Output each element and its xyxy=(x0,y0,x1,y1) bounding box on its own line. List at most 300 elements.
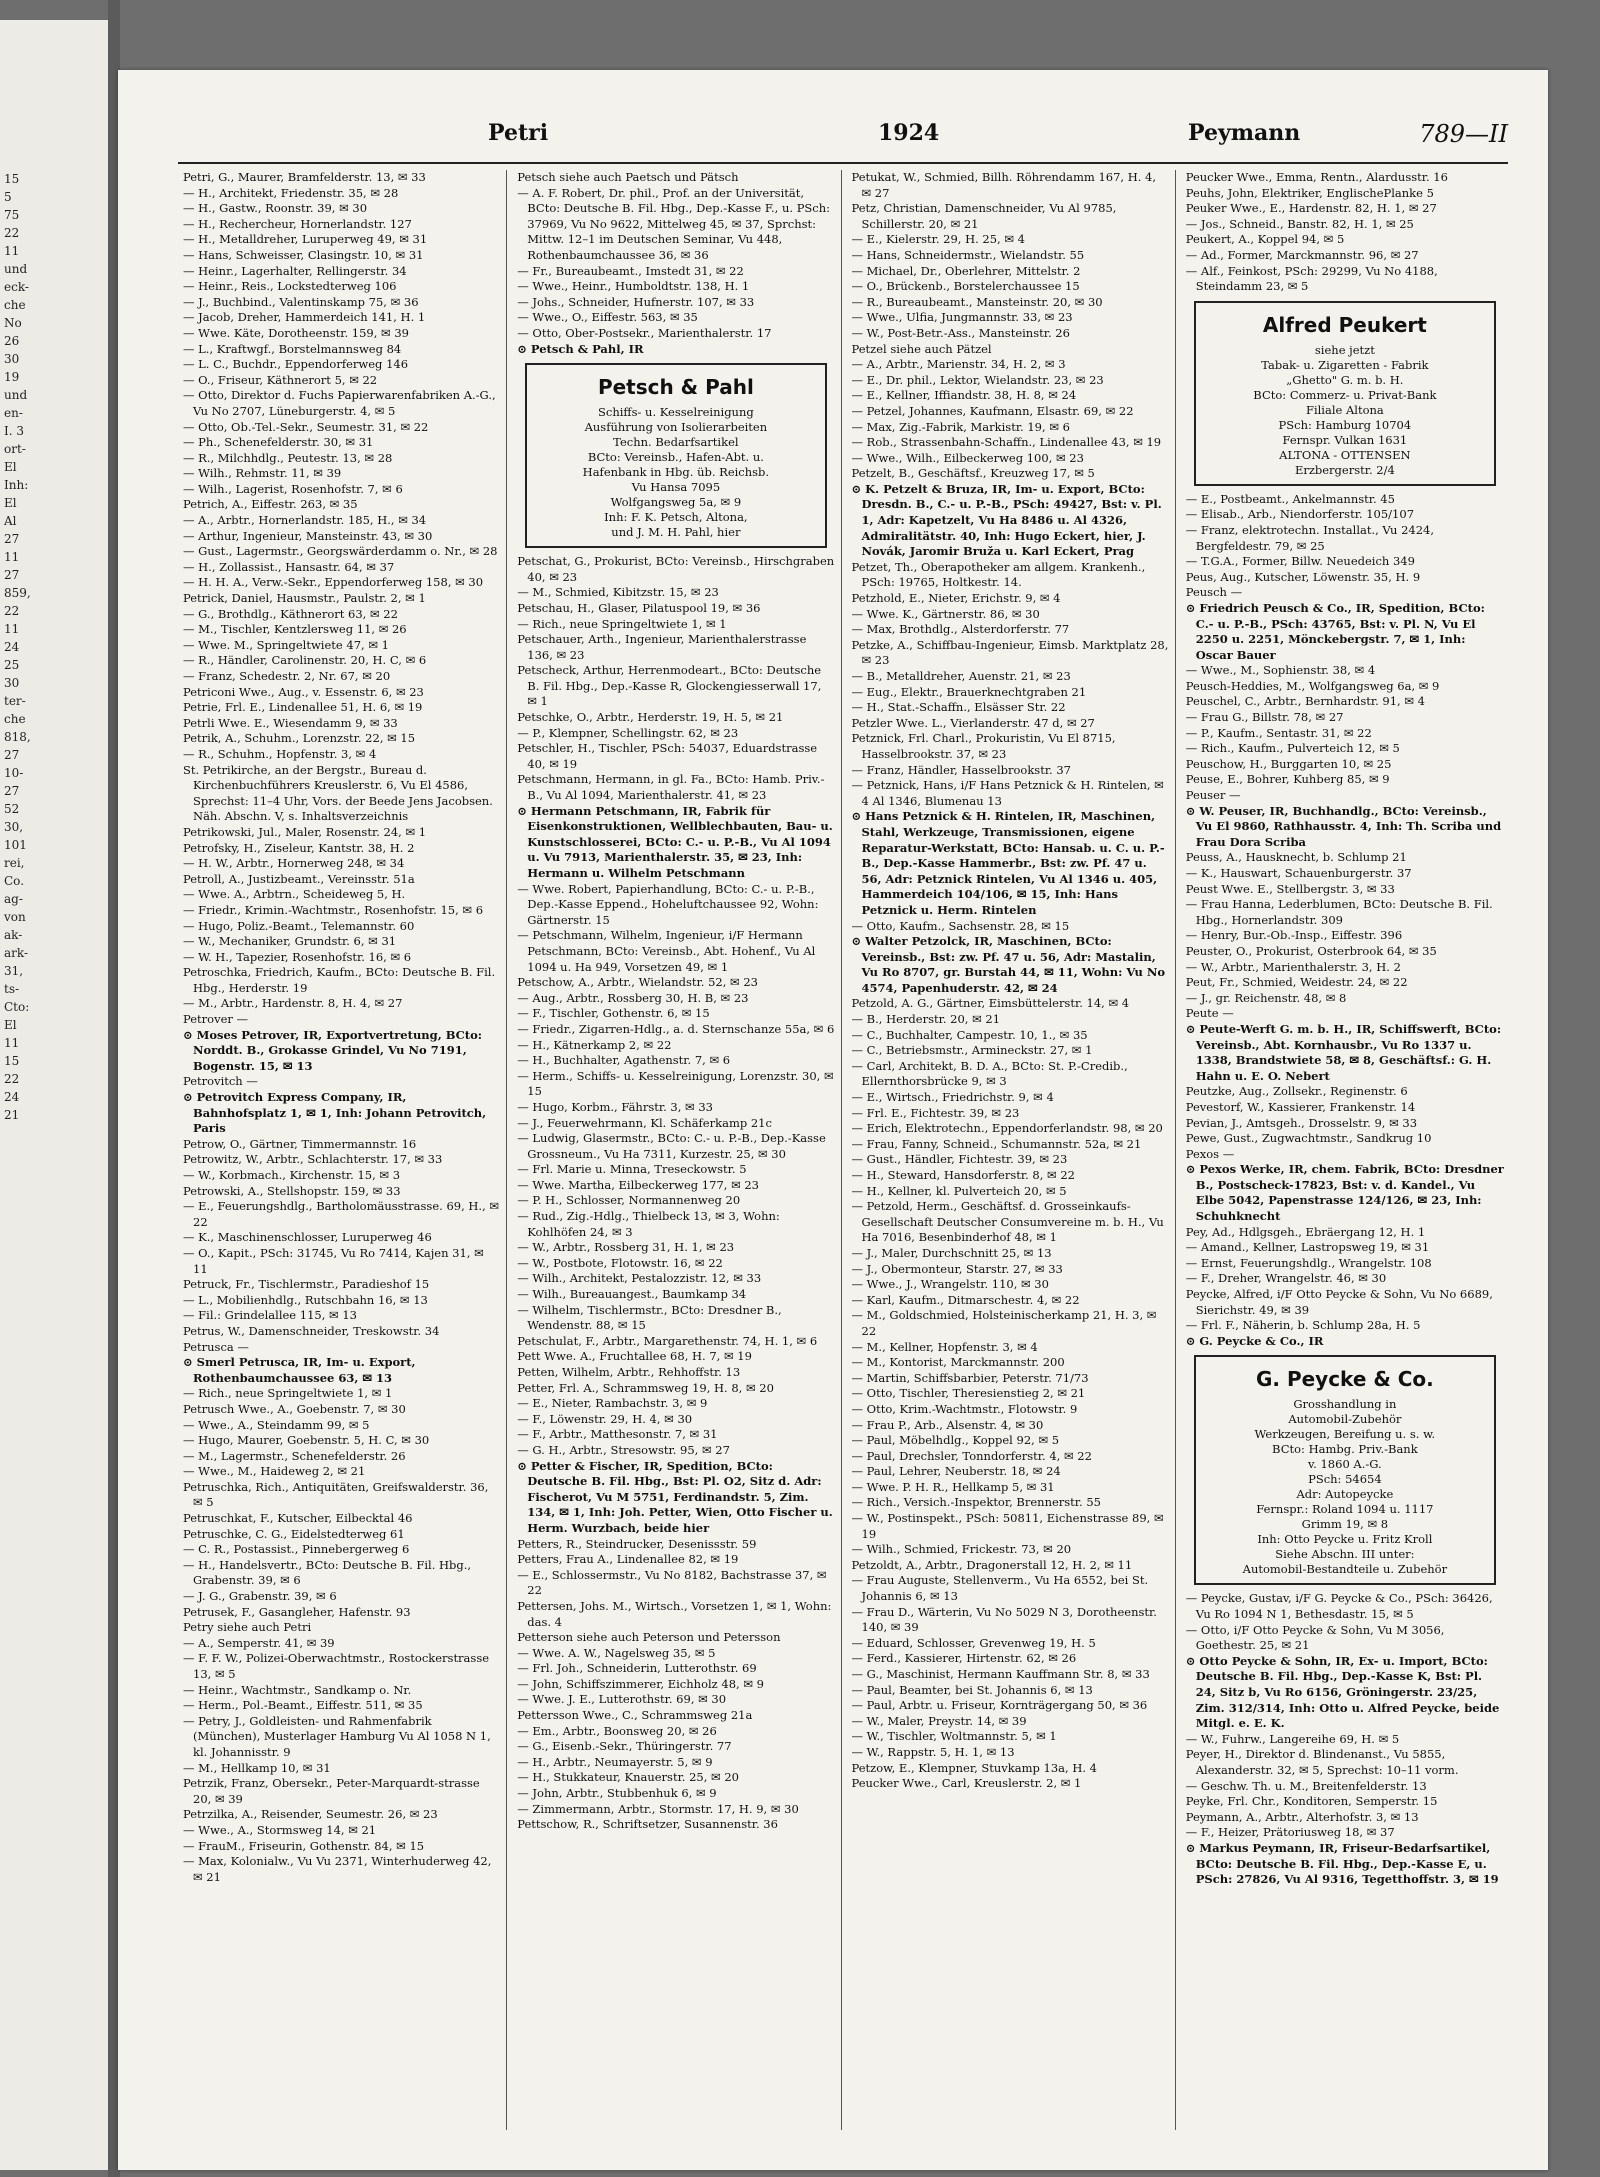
directory-entry: Peuschow, H., Burggarten 10, ✉ 25 xyxy=(1185,756,1392,771)
directory-entry: — Heinr., Wachtmstr., Sandkamp o. Nr. xyxy=(183,1682,412,1697)
header-right-keyword: Peymann xyxy=(1188,120,1301,146)
directory-entry: Pettersson Wwe., C., Schrammsweg 21a xyxy=(517,1708,753,1723)
header-year: 1924 xyxy=(878,120,940,146)
directory-entry: Peucker Wwe., Carl, Kreuslerstr. 2, ✉ 1 xyxy=(851,1776,1082,1791)
directory-entry: — Wwe., O., Eiffestr. 563, ✉ 35 xyxy=(517,310,698,325)
advertisement-line: „Ghetto" G. m. b. H. xyxy=(1286,372,1404,387)
directory-entry: — Amand., Kellner, Lastropsweg 19, ✉ 31 xyxy=(1185,1240,1430,1255)
advertisement-line: Tabak- u. Zigaretten - Fabrik xyxy=(1261,357,1429,372)
directory-entry: — M., Kellner, Hopfenstr. 3, ✉ 4 xyxy=(851,1339,1038,1354)
directory-entry: — E., Feuerungshdlg., Bartholomäusstrasse. 69, H., ✉ 22 xyxy=(183,1199,500,1229)
advertisement-line: Grosshandlung in xyxy=(1293,1397,1397,1412)
directory-entry: Petters, R., Steindrucker, Desenissstr. 59 xyxy=(517,1536,757,1551)
directory-entry: Petschulat, F., Arbtr., Margarethenstr. 74, H. 1, ✉ 6 xyxy=(517,1333,818,1348)
directory-entry: — E., Kielerstr. 29, H. 25, ✉ 4 xyxy=(851,232,1025,247)
directory-entry: Petrowski, A., Stellshopstr. 159, ✉ 33 xyxy=(183,1183,401,1198)
advertisement-line: Vu Hansa 7095 xyxy=(631,480,721,495)
directory-entry: Petriconi Wwe., Aug., v. Essenstr. 6, ✉ 23 xyxy=(183,684,424,699)
directory-entry: — Otto, Ob.-Tel.-Sekr., Seumestr. 31, ✉ 22 xyxy=(183,419,429,434)
directory-entry: Petrowitz, W., Arbtr., Schlachterstr. 17, ✉ 33 xyxy=(183,1152,443,1167)
directory-entry: — H., Architekt, Friedenstr. 35, ✉ 28 xyxy=(183,185,399,200)
directory-entry: — F. F. W., Polizei-Oberwachtmstr., Rostockerstrasse 13, ✉ 5 xyxy=(183,1651,490,1681)
directory-entry: Peycke, Alfred, i/F Otto Peycke & Sohn, Vu No 6689, Sierichstr. 49, ✉ 39 xyxy=(1185,1287,1493,1317)
directory-entry: — Wwe. P. H. R., Hellkamp 5, ✉ 31 xyxy=(851,1479,1055,1494)
directory-entry: — Wwe. M., Springeltwiete 47, ✉ 1 xyxy=(183,637,389,652)
header-rule xyxy=(178,162,1508,164)
directory-entry: Petruck, Fr., Tischlermstr., Paradieshof 15 xyxy=(183,1277,430,1292)
directory-entry: ⊙ Petrovitch Express Company, IR, Bahnhofsplatz 1, ✉ 1, Inh: Johann Petrovitch, Paris xyxy=(183,1090,487,1136)
directory-entry: Petschler, H., Tischler, PSch: 54037, Eduardstrasse 40, ✉ 19 xyxy=(517,741,818,771)
directory-entry: — H., Handelsvertr., BCto: Deutsche B. Fil. Hbg., Grabenstr. 39, ✉ 6 xyxy=(183,1557,472,1588)
column-4 xyxy=(1186,170,1510,2130)
directory-entry: — L., Mobilienhdlg., Rutschbahn 16, ✉ 13 xyxy=(183,1292,428,1307)
directory-entry: Peut, Fr., Schmied, Weidestr. 24, ✉ 22 xyxy=(1185,975,1408,990)
directory-entry: — Friedr., Zigarren-Hdlg., a. d. Sternschanze 55a, ✉ 6 xyxy=(517,1021,835,1036)
directory-entry: — Fil.: Grindelallee 115, ✉ 13 xyxy=(183,1308,357,1323)
directory-entry: Peuser — xyxy=(1185,788,1241,803)
directory-entry: Peuss, A., Hausknecht, b. Schlump 21 xyxy=(1185,850,1407,865)
directory-entry: Peuschel, C., Arbtr., Bernhardstr. 91, ✉ 4 xyxy=(1185,694,1425,709)
directory-entry: — Herm., Pol.-Beamt., Eiffestr. 511, ✉ 35 xyxy=(183,1698,423,1713)
advertisement-line: BCto: Commerz- u. Privat-Bank xyxy=(1253,387,1437,402)
directory-entry: Petrik, A., Schuhm., Lorenzstr. 22, ✉ 15 xyxy=(183,731,416,746)
directory-entry: — Geschw. Th. u. M., Breitenfelderstr. 13 xyxy=(1185,1778,1427,1793)
directory-entry: Peusch-Heddies, M., Wolfgangsweg 6a, ✉ 9 xyxy=(1185,678,1440,693)
directory-entry: — Wwe. Robert, Papierhandlung, BCto: C.- u. P.-B., Dep.-Kasse Eppend., Hoheluftchaussee 92, Wohn: Gärtnerstr. 15 xyxy=(517,881,819,927)
advertisement-line: siehe jetzt xyxy=(1314,342,1375,357)
directory-entry: — F., Arbtr., Matthesonstr. 7, ✉ 31 xyxy=(517,1427,718,1442)
directory-entry: ⊙ Smerl Petrusca, IR, Im- u. Export, Rothenbaumchaussee 63, ✉ 13 xyxy=(183,1355,416,1385)
directory-entry: — Frau Hanna, Lederblumen, BCto: Deutsche B. Fil. Hbg., Hornerlandstr. 309 xyxy=(1185,897,1493,927)
directory-entry: — Petzel, Johannes, Kaufmann, Elsastr. 69, ✉ 22 xyxy=(851,403,1134,418)
directory-entry: Peusch — xyxy=(1185,585,1243,600)
directory-entry: — Frau P., Arb., Alsenstr. 4, ✉ 30 xyxy=(851,1417,1044,1432)
directory-entry: — Wwe. A. W., Nagelsweg 35, ✉ 5 xyxy=(517,1645,716,1660)
page-number: 789—II xyxy=(1419,120,1508,148)
directory-entry: — Wwe., J., Wrangelstr. 110, ✉ 30 xyxy=(851,1277,1049,1292)
directory-entry: Petruschkat, F., Kutscher, Eilbecktal 46 xyxy=(183,1511,413,1526)
directory-entry: — Frau D., Wärterin, Vu No 5029 N 3, Dorotheenstr. 140, ✉ 39 xyxy=(851,1604,1157,1635)
directory-entry: — Otto, Krim.-Wachtmstr., Flotowstr. 9 xyxy=(851,1401,1078,1416)
directory-entry: — R., Bureaubeamt., Mansteinstr. 20, ✉ 30 xyxy=(851,294,1103,309)
directory-entry: — M., Arbtr., Hardenstr. 8, H. 4, ✉ 27 xyxy=(183,996,403,1011)
directory-entry: — J., Maler, Durchschnitt 25, ✉ 13 xyxy=(851,1245,1052,1260)
directory-entry: Peymann, A., Arbtr., Alterhofstr. 3, ✉ 13 xyxy=(1185,1809,1419,1824)
directory-entry: Peute — xyxy=(1185,1006,1234,1021)
directory-entry: — Wwe., Ulfia, Jungmannstr. 33, ✉ 23 xyxy=(851,310,1073,325)
directory-entry: — Frl. Joh., Schneiderin, Lutterothstr. 69 xyxy=(517,1661,757,1676)
directory-entry: — Friedr., Krimin.-Wachtmstr., Rosenhofstr. 15, ✉ 6 xyxy=(183,902,484,917)
directory-entry: — H., Metalldreher, Luruperweg 49, ✉ 31 xyxy=(183,232,428,247)
directory-entry: Petschau, H., Glaser, Pilatuspool 19, ✉ 36 xyxy=(517,600,761,615)
advertisement-line: Techn. Bedarfsartikel xyxy=(613,435,739,450)
directory-entry: — H. H. A., Verw.-Sekr., Eppendorferweg 158, ✉ 30 xyxy=(183,575,484,590)
directory-entry: Petten, Wilhelm, Arbtr., Rehhoffstr. 13 xyxy=(517,1365,741,1379)
directory-entry: Peukert, A., Koppel 94, ✉ 5 xyxy=(1185,232,1345,247)
directory-entry: — J. G., Grabenstr. 39, ✉ 6 xyxy=(183,1589,337,1604)
directory-entry: Petscheck, Arthur, Herrenmodeart., BCto: Deutsche B. Fil. Hbg., Dep.-Kasse R, Glockengiesserwall 17, ✉ 1 xyxy=(517,663,822,709)
directory-entry: — J., Buchbind., Valentinskamp 75, ✉ 36 xyxy=(183,294,419,309)
page-header xyxy=(188,120,1508,160)
directory-entry: Petruschka, Rich., Antiquitäten, Greifswalderstr. 36, ✉ 5 xyxy=(183,1479,489,1510)
directory-entry: — F., Dreher, Wrangelstr. 46, ✉ 30 xyxy=(1185,1271,1387,1286)
directory-entry: — W., Postinspekt., PSch: 50811, Eichenstrasse 89, ✉ 19 xyxy=(851,1511,1164,1541)
advertisement-line: PSch: 54654 xyxy=(1308,1472,1382,1487)
directory-entry: — G. H., Arbtr., Stresowstr. 95, ✉ 27 xyxy=(517,1442,730,1457)
directory-entry: — W., Postbote, Flotowstr. 16, ✉ 22 xyxy=(517,1255,723,1270)
directory-entry: — M., Hellkamp 10, ✉ 31 xyxy=(183,1760,331,1775)
directory-entry: — Rich., Kaufm., Pulverteich 12, ✉ 5 xyxy=(1185,741,1400,756)
previous-page-fragments: 15 5 75 22 11 und eck- che No 26 30 19 und en- I. 3 ort- El Inh: El Al 27 11 27 859, 22 11 24 25 30 ter- che 818, 27 10- 27 52 30, 101 rei, Co. ag- von ak- ark- 31, ts- Cto: El 11 15 22 24 21 xyxy=(4,172,31,1122)
directory-entry: — Hugo, Korbm., Fährstr. 3, ✉ 33 xyxy=(517,1099,713,1114)
directory-entry: — L. C., Buchdr., Eppendorferweg 146 xyxy=(183,357,409,372)
advertisement-line: Schiffs- u. Kesselreinigung xyxy=(598,405,754,420)
directory-entry: Pey, Ad., Hdlgsgeh., Ebräergang 12, H. 1 xyxy=(1185,1224,1426,1239)
directory-entry: — Petry, J., Goldleisten- und Rahmenfabrik (München), Musterlager Hamburg Vu Al 1058 N 1, kl. Johannisstr. 9 xyxy=(183,1713,491,1759)
advertisement-box xyxy=(1194,301,1496,486)
directory-entry: Petzet, Th., Oberapotheker am allgem. Krankenh., PSch: 19765, Holtkestr. 14. xyxy=(851,559,1146,590)
directory-entry: Peuse, E., Bohrer, Kuhberg 85, ✉ 9 xyxy=(1185,772,1390,787)
advertisement-line: Werkzeugen, Bereifung u. s. w. xyxy=(1254,1427,1436,1442)
directory-entry: — Paul, Möbelhdlg., Koppel 92, ✉ 5 xyxy=(851,1433,1060,1448)
directory-entry: — C., Buchhalter, Campestr. 10, 1., ✉ 35 xyxy=(851,1027,1088,1042)
directory-entry: — E., Nieter, Rambachstr. 3, ✉ 9 xyxy=(517,1396,708,1411)
directory-entry: ⊙ Friedrich Peusch & Co., IR, Spedition, BCto: C.- u. P.-B., PSch: 43765, Bst: v. Pl. N, Vu El 2250 u. 2251, Mönckebergstr. 7, ✉ 1, Inh: Oscar Bauer xyxy=(1185,600,1485,662)
advertisement-title: G. Peycke & Co. xyxy=(1255,1367,1434,1392)
directory-entry: Petrofsky, H., Ziseleur, Kantstr. 38, H. 2 xyxy=(183,840,415,855)
directory-entry: — H., Stat.-Schaffn., Elsässer Str. 22 xyxy=(851,700,1066,715)
directory-entry: — W., Post-Betr.-Ass., Mansteinstr. 26 xyxy=(851,325,1070,340)
directory-entry: Petzel siehe auch Pätzel xyxy=(851,341,992,356)
directory-entry: — Petznick, Hans, i/F Hans Petznick & H. Rintelen, ✉ 4 Al 1346, Blumenau 13 xyxy=(851,778,1164,808)
directory-entry: ⊙ Walter Petzolck, IR, Maschinen, BCto: Vereinsb., Bst: zw. Pf. 47 u. 56, Adr: Mastalin, Vu Ro 8707, gr. Burstah 44, ✉ 11, Wohn: Vu No 4574, Papenhuderstr. 42, ✉ 24 xyxy=(851,934,1166,995)
directory-entry: Petrusek, F., Gasangleher, Hafenstr. 93 xyxy=(183,1604,411,1619)
directory-entry: — H., Kellner, kl. Pulverteich 20, ✉ 5 xyxy=(851,1183,1067,1198)
directory-entry: Peuhs, John, Elektriker, EnglischePlanke 5 xyxy=(1185,185,1434,200)
directory-entry: — F., Tischler, Gothenstr. 6, ✉ 15 xyxy=(517,1006,710,1021)
directory-entry: — W., Korbmach., Kirchenstr. 15, ✉ 3 xyxy=(183,1168,401,1182)
directory-entry: Petrusch Wwe., A., Goebenstr. 7, ✉ 30 xyxy=(183,1401,406,1416)
directory-entry: — Rich., neue Springeltwiete 1, ✉ 1 xyxy=(517,616,727,631)
column-1 xyxy=(183,170,507,2130)
advertisement-box xyxy=(1194,1355,1496,1585)
directory-entry: — John, Arbtr., Stubbenhuk 6, ✉ 9 xyxy=(517,1786,717,1801)
advertisement-box xyxy=(525,363,826,548)
directory-entry: — C., Betriebsmstr., Armineckstr. 27, ✉ 1 xyxy=(851,1043,1093,1058)
directory-entry: — M., Lagermstr., Schenefelderstr. 26 xyxy=(183,1448,406,1463)
directory-entry: — K., Maschinenschlosser, Luruperweg 46 xyxy=(183,1230,432,1245)
directory-entry: — H., Zollassist., Hansastr. 64, ✉ 37 xyxy=(183,559,395,574)
directory-entry: — A., Semperstr. 41, ✉ 39 xyxy=(183,1635,335,1650)
directory-entry: — Wilh., Schmied, Frickestr. 73, ✉ 20 xyxy=(851,1542,1072,1557)
directory-entry: ⊙ Petter & Fischer, IR, Spedition, BCto: Deutsche B. Fil. Hbg., Bst: Pl. O2, Sitz d. Adr: Fischerot, Vu M 5751, Ferdinandstr. 5, Zim. 134, ✉ 1, Inh: Joh. Petter, Wien, Otto Fischer u. Herm. Wurzbach, beide hier xyxy=(517,1458,833,1535)
advertisement-line: Inh: F. K. Petsch, Altona, xyxy=(604,510,748,525)
header-left-keyword: Petri xyxy=(488,120,549,146)
directory-entry: — L., Kraftwgf., Borstelmannsweg 84 xyxy=(183,341,402,356)
directory-entry: — Frau Auguste, Stellenverm., Vu Ha 6552, bei St. Johannis 6, ✉ 13 xyxy=(851,1573,1149,1604)
directory-entry: Pevian, J., Amtsgeh., Drosselstr. 9, ✉ 33 xyxy=(1185,1115,1418,1130)
directory-entry: Petrus, W., Damenschneider, Treskowstr. 34 xyxy=(183,1323,440,1338)
directory-entry: — Frau G., Billstr. 78, ✉ 27 xyxy=(1185,710,1344,725)
directory-entry: Petschauer, Arth., Ingenieur, Marienthalerstrasse 136, ✉ 23 xyxy=(517,632,807,662)
advertisement-line: Automobil-Zubehör xyxy=(1288,1412,1402,1427)
directory-entry: Petrie, Frl. E., Lindenallee 51, H. 6, ✉ 19 xyxy=(183,700,423,715)
directory-entry: Petrovitch — xyxy=(183,1074,258,1089)
directory-entry: — B., Metalldreher, Auenstr. 21, ✉ 23 xyxy=(851,669,1071,683)
directory-entry: Pexos — xyxy=(1185,1146,1235,1161)
advertisement-line: Erzbergerstr. 2/4 xyxy=(1294,462,1395,477)
advertisement-line: PSch: Hamburg 10704 xyxy=(1278,417,1412,432)
directory-entry: — E., Wirtsch., Friedrichstr. 9, ✉ 4 xyxy=(851,1090,1054,1105)
directory-entry: Petrover — xyxy=(183,1012,249,1027)
directory-entry: — A., Arbtr., Hornerlandstr. 185, H., ✉ 34 xyxy=(183,513,427,528)
advertisement-line: Fernspr. Vulkan 1631 xyxy=(1282,432,1408,447)
directory-entry: — Eduard, Schlosser, Grevenweg 19, H. 5 xyxy=(851,1635,1096,1650)
directory-entry: — Karl, Kaufm., Ditmarschestr. 4, ✉ 22 xyxy=(851,1292,1080,1307)
directory-entry: — Fr., Bureaubeamt., Imstedt 31, ✉ 22 xyxy=(517,263,744,278)
directory-entry: — J., gr. Reichenstr. 48, ✉ 8 xyxy=(1185,990,1347,1005)
directory-entry: Petrzilka, A., Reisender, Seumestr. 26, ✉ 23 xyxy=(183,1807,438,1822)
directory-entry: — Max, Kolonialw., Vu Vu 2371, Winterhuderweg 42, ✉ 21 xyxy=(183,1854,492,1884)
directory-entry: ⊙ Peute-Werft G. m. b. H., IR, Schiffswerft, BCto: Vereinsb., Abt. Kornhausbr., Vu Ro 1337 u. 1338, Brandstwiete 58, ✉ 8, Geschäftsf.: G. H. Hahn u. E. O. Nebert xyxy=(1185,1021,1502,1083)
directory-entry: Petrich, A., Eiffestr. 263, ✉ 35 xyxy=(183,497,358,512)
directory-entry: Petzoldt, A., Arbtr., Dragonerstall 12, H. 2, ✉ 11 xyxy=(851,1557,1133,1572)
directory-entry: — Aug., Arbtr., Rossberg 30, H. B, ✉ 23 xyxy=(517,990,749,1005)
directory-entry: — R., Händler, Carolinenstr. 20, H. C, ✉ 6 xyxy=(183,653,427,668)
directory-entry: Petrick, Daniel, Hausmstr., Paulstr. 2, ✉ 1 xyxy=(183,591,426,606)
advertisement-line: Inh: Otto Peycke u. Fritz Kroll xyxy=(1257,1532,1433,1547)
directory-entry: — Wilhelm, Tischlermstr., BCto: Dresdner B., Wendenstr. 88, ✉ 15 xyxy=(517,1302,782,1333)
directory-entry: — Wwe. J. E., Lutterothstr. 69, ✉ 30 xyxy=(517,1692,727,1707)
advertisement-line: Ausführung von Isolierarbeiten xyxy=(584,420,768,435)
directory-entry: — FrauM., Friseurin, Gothenstr. 84, ✉ 15 xyxy=(183,1838,425,1853)
directory-entry: Petruschke, C. G., Eidelstedterweg 61 xyxy=(183,1526,405,1541)
directory-entry: Petter, Frl. A., Schrammsweg 19, H. 8, ✉ 20 xyxy=(517,1380,774,1395)
advertisement-line: Grimm 19, ✉ 8 xyxy=(1301,1517,1389,1532)
directory-entry: Petzold, A. G., Gärtner, Eimsbüttelerstr. 14, ✉ 4 xyxy=(851,996,1130,1011)
directory-entry: — H., Rechercheur, Hornerlandstr. 127 xyxy=(183,216,412,231)
directory-entry: ⊙ W. Peuser, IR, Buchhandlg., BCto: Vereinsb., Vu El 9860, Rathhausstr. 4, Inh: Th. Scriba und Frau Dora Scriba xyxy=(1185,803,1502,849)
directory-entry: — Franz, Händler, Hasselbrookstr. 37 xyxy=(851,762,1071,777)
directory-entry: — Hugo, Poliz.-Beamt., Telemannstr. 60 xyxy=(183,918,415,933)
advertisement-line: Hafenbank in Hbg. üb. Reichsb. xyxy=(582,465,770,480)
directory-entry: — Elisab., Arb., Niendorferstr. 105/107 xyxy=(1185,507,1415,522)
advertisement-line: BCto: Hambg. Priv.-Bank xyxy=(1272,1442,1418,1457)
directory-entry: — Ph., Schenefelderstr. 30, ✉ 31 xyxy=(183,435,374,450)
directory-entry: Peyer, H., Direktor d. Blindenanst., Vu 5855, Alexanderstr. 32, ✉ 5, Sprechst: 10–11 vorm. xyxy=(1185,1747,1459,1777)
directory-entry: Peyke, Frl. Chr., Konditoren, Semperstr. 15 xyxy=(1185,1794,1438,1809)
directory-entry: — Rich., neue Springeltwiete 1, ✉ 1 xyxy=(183,1386,393,1401)
directory-entry: Petznick, Frl. Charl., Prokuristin, Vu El 8715, Hasselbrookstr. 37, ✉ 23 xyxy=(851,731,1116,761)
directory-entry: Peus, Aug., Kutscher, Löwenstr. 35, H. 9 xyxy=(1185,569,1421,584)
directory-entry: — Wwe., A., Steindamm 99, ✉ 5 xyxy=(183,1417,370,1432)
directory-entry: Peuster, O., Prokurist, Osterbrook 64, ✉ 35 xyxy=(1185,943,1437,958)
directory-entry: — Wwe., Heinr., Humboldtstr. 138, H. 1 xyxy=(517,279,750,294)
directory-entry: — Heinr., Lagerhalter, Rellingerstr. 34 xyxy=(183,263,407,278)
directory-page xyxy=(118,70,1548,2170)
directory-entry: — Ferd., Kassierer, Hirtenstr. 62, ✉ 26 xyxy=(851,1651,1077,1666)
directory-entry: Petschow, A., Arbtr., Wielandstr. 52, ✉ 23 xyxy=(517,975,758,990)
directory-entry: — Franz, Schedestr. 2, Nr. 67, ✉ 20 xyxy=(183,669,391,683)
directory-entry: Petsch siehe auch Paetsch und Pätsch xyxy=(517,170,739,184)
directory-entry: — W., Arbtr., Rossberg 31, H. 1, ✉ 23 xyxy=(517,1240,735,1255)
directory-entry: — W., Fuhrw., Langereihe 69, H. ✉ 5 xyxy=(1185,1731,1400,1746)
directory-entry: — Erich, Elektrotechn., Eppendorferlandstr. 98, ✉ 20 xyxy=(851,1121,1163,1136)
directory-entry: — H. W., Arbtr., Hornerweg 248, ✉ 34 xyxy=(183,856,405,871)
directory-entry: — Heinr., Reis., Lockstedterweg 106 xyxy=(183,279,397,294)
directory-entry: Petrusca — xyxy=(183,1339,249,1354)
directory-entry: — Otto, Ober-Postsekr., Marienthalerstr. 17 xyxy=(517,325,772,340)
directory-entry: — Wilh., Lagerist, Rosenhofstr. 7, ✉ 6 xyxy=(183,481,403,496)
directory-entry: Peucker Wwe., Emma, Rentn., Alardusstr. 16 xyxy=(1185,170,1448,184)
directory-entry: Pettersen, Johs. M., Wirtsch., Vorsetzen 1, ✉ 1, Wohn: das. 4 xyxy=(517,1598,832,1629)
directory-entry: Petz, Christian, Damenschneider, Vu Al 9785, Schillerstr. 20, ✉ 21 xyxy=(851,201,1117,231)
directory-entry: — Hans, Schneidermstr., Wielandstr. 55 xyxy=(851,247,1085,262)
directory-entry: — Paul, Beamter, bei St. Johannis 6, ✉ 13 xyxy=(851,1682,1093,1697)
directory-entry: — Otto, Direktor d. Fuchs Papierwarenfabriken A.-G., Vu No 2707, Lüneburgerstr. 4, ✉ 5 xyxy=(183,388,496,418)
directory-entry: Petrikowski, Jul., Maler, Rosenstr. 24, ✉ 1 xyxy=(183,824,427,839)
directory-entry: Petroschka, Friedrich, Kaufm., BCto: Deutsche B. Fil. Hbg., Herderstr. 19 xyxy=(183,965,496,995)
directory-entry: — P., Klempner, Schellingstr. 62, ✉ 23 xyxy=(517,725,739,740)
directory-entry: — H., Gastw., Roonstr. 39, ✉ 30 xyxy=(183,201,368,216)
directory-entry: — W., Rappstr. 5, H. 1, ✉ 13 xyxy=(851,1744,1015,1759)
directory-entry: — M., Kontorist, Marckmannstr. 200 xyxy=(851,1355,1065,1370)
advertisement-title: Petsch & Pahl xyxy=(597,375,754,400)
directory-entry: — Michael, Dr., Oberlehrer, Mittelstr. 2 xyxy=(851,263,1081,278)
directory-entry: — Em., Arbtr., Boonsweg 20, ✉ 26 xyxy=(517,1723,717,1738)
directory-entry: Petrow, O., Gärtner, Timmermannstr. 16 xyxy=(183,1136,417,1151)
directory-entry: ⊙ K. Petzelt & Bruza, IR, Im- u. Export, BCto: Dresdn. B., C.- u. P.-B., PSch: 49427, Bst: v. Pl. 1, Adr: Kapetzelt, Vu Ha 8486 u. Al 4326, Admiralitätstr. 40, Inh: Hugo Eckert, hier, J. Novák, Jaromir Bruža u. Karl Eckert, Prag xyxy=(851,481,1162,559)
directory-entry: — Peycke, Gustav, i/F G. Peycke & Co., PSch: 36426, Vu Ro 1094 N 1, Bethesdastr. 15, ✉ 5 xyxy=(1185,1591,1493,1621)
directory-entry: — Franz, elektrotechn. Installat., Vu 2424, Bergfeldestr. 79, ✉ 25 xyxy=(1185,522,1434,553)
directory-entry: — O., Kapit., PSch: 31745, Vu Ro 7414, Kajen 31, ✉ 11 xyxy=(183,1245,484,1276)
directory-entry: Petschat, G., Prokurist, BCto: Vereinsb., Hirschgraben 40, ✉ 23 xyxy=(517,554,835,584)
directory-entry: — W., Maler, Preystr. 14, ✉ 39 xyxy=(851,1713,1027,1728)
directory-entry: — Paul, Arbtr. u. Friseur, Kornträgergang 50, ✉ 36 xyxy=(851,1698,1148,1713)
directory-entry: — H., Steward, Hansdorferstr. 8, ✉ 22 xyxy=(851,1168,1075,1182)
directory-entry: Petzelt, B., Geschäftsf., Kreuzweg 17, ✉ 5 xyxy=(851,466,1095,481)
directory-entry: — Wwe., A., Stormsweg 14, ✉ 21 xyxy=(183,1822,377,1837)
directory-entry: ⊙ G. Peycke & Co., IR xyxy=(1185,1333,1324,1348)
directory-entry: — Wilh., Architekt, Pestalozzistr. 12, ✉ 33 xyxy=(517,1271,762,1286)
directory-entry: ⊙ Hermann Petschmann, IR, Fabrik für Eisenkonstruktionen, Wellblechbauten, Bau- u. Kunstschlosserei, BCto: C.- u. P.-B., Vu Al 1094 u. Vu 7913, Marienthalerstr. 35, ✉ 23, Inh: Hermann u. Wilhelm Petschmann xyxy=(517,803,833,880)
directory-entry: Petzler Wwe. L., Vierlanderstr. 47 d, ✉ 27 xyxy=(851,715,1095,730)
directory-entry: Peust Wwe. E., Stellbergstr. 3, ✉ 33 xyxy=(1185,881,1395,896)
directory-entry: — Martin, Schiffsbarbier, Peterstr. 71/73 xyxy=(851,1370,1089,1385)
directory-entry: — B., Herderstr. 20, ✉ 21 xyxy=(851,1012,1001,1027)
directory-entry: Petrli Wwe. E., Wiesendamm 9, ✉ 33 xyxy=(183,715,398,730)
advertisement-line: v. 1860 A.-G. xyxy=(1308,1457,1382,1472)
directory-entry: Peuker Wwe., E., Hardenstr. 82, H. 1, ✉ 27 xyxy=(1185,201,1437,216)
directory-entry: — A. F. Robert, Dr. phil., Prof. an der Universität, BCto: Deutsche B. Fil. Hbg., Dep.-Kasse F., u. PSch: 37969, Vu No 9622, Mittelweg 45, ✉ 37, Sprchst: Mittw. 12–1 im Deutschen Seminar, Vu 448, Rothenbaumchaussee 36, ✉ 36 xyxy=(517,185,831,262)
directory-entry: ⊙ Otto Peycke & Sohn, IR, Ex- u. Import, BCto: Deutsche B. Fil. Hbg., Dep.-Kasse K, Bst: Pl. 24, Sitz b, Vu Ro 6156, Gröningerstr. 23/25, Zim. 312/314, Inh: Otto u. Alfred Peycke, beide Mitgl. e. E. K. xyxy=(1185,1653,1500,1731)
directory-entry: — Hans, Schweisser, Clasingstr. 10, ✉ 31 xyxy=(183,247,424,262)
directory-entry: — A., Arbtr., Marienstr. 34, H. 2, ✉ 3 xyxy=(851,357,1066,372)
directory-entry: — Carl, Architekt, B. D. A., BCto: St. P.-Credib., Ellernthorsbrücke 9, ✉ 3 xyxy=(851,1058,1128,1089)
advertisement-line: Filiale Altona xyxy=(1305,402,1384,417)
directory-entry: — C. R., Postassist., Pinnebergerweg 6 xyxy=(183,1542,410,1557)
directory-entry: — G., Maschinist, Hermann Kauffmann Str. 8, ✉ 33 xyxy=(851,1667,1150,1681)
directory-entry: ⊙ Markus Peymann, IR, Friseur-Bedarfsartikel, BCto: Deutsche B. Fil. Hbg., Dep.-Kasse E, u. PSch: 27826, Vu Al 9316, Tegetthoffstr. 3, ✉ 19 xyxy=(1185,1840,1499,1887)
directory-entry: ⊙ Moses Petrover, IR, Exportvertretung, BCto: Norddt. B., Grokasse Grindel, Vu No 7191, Bogenstr. 15, ✉ 13 xyxy=(183,1027,483,1073)
directory-entry: — J., Feuerwehrmann, Kl. Schäferkamp 21c xyxy=(517,1115,772,1130)
directory-entry: Pevestorf, W., Kassierer, Frankenstr. 14 xyxy=(1185,1099,1416,1114)
directory-entry: — Alf., Feinkost, PSch: 29299, Vu No 4188, Steindamm 23, ✉ 5 xyxy=(1185,263,1438,294)
directory-entry: Petterson siehe auch Peterson und Petersson xyxy=(517,1630,781,1645)
directory-entry: — Wwe. A., Arbtrn., Scheideweg 5, H. xyxy=(183,887,406,902)
directory-entry: — E., Postbeamt., Ankelmannstr. 45 xyxy=(1185,491,1395,506)
directory-entry: — W. H., Tapezier, Rosenhofstr. 16, ✉ 6 xyxy=(183,949,412,964)
directory-entry: ⊙ Petsch & Pahl, IR xyxy=(517,341,644,356)
directory-entry: — F., Löwenstr. 29, H. 4, ✉ 30 xyxy=(517,1411,693,1426)
directory-entry: — G., Brothdlg., Käthnerort 63, ✉ 22 xyxy=(183,606,398,621)
directory-entry: Pettschow, R., Schriftsetzer, Susannenstr. 36 xyxy=(517,1817,778,1832)
directory-entry: — Frau, Fanny, Schneid., Schumannstr. 52a, ✉ 21 xyxy=(851,1136,1142,1151)
directory-entry: — Frl. F., Näherin, b. Schlump 28a, H. 5 xyxy=(1185,1318,1421,1333)
directory-entry: — H., Buchhalter, Agathenstr. 7, ✉ 6 xyxy=(517,1053,731,1068)
directory-entry: — E., Kellner, Iffiandstr. 38, H. 8, ✉ 24 xyxy=(851,388,1077,403)
directory-entry: — Rob., Strassenbahn-Schaffn., Lindenallee 43, ✉ 19 xyxy=(851,435,1162,450)
directory-entry: ⊙ Hans Petznick & H. Rintelen, IR, Maschinen, Stahl, Werkzeuge, Transmissionen, eigene Reparatur-Werkstatt, BCto: Hansab. u. C. u. P.-B., Dep.-Kasse Hammerbr., Bst: zw. Pf. 47 u. 56, Adr: Petznick Rintelen, Vu Al 1346 u. 405, Hammerdeich 104/106, ✉ 15, Inh: Hans Petznick u. Herm. Rintelen xyxy=(851,809,1165,917)
directory-entry: — Wwe., M., Haideweg 2, ✉ 21 xyxy=(183,1464,366,1479)
directory-entry: — Paul, Drechsler, Tonndorferstr. 4, ✉ 22 xyxy=(851,1448,1092,1463)
advertisement-line: und J. M. H. Pahl, hier xyxy=(611,525,741,540)
directory-entry: — K., Hauswart, Schauenburgerstr. 37 xyxy=(1185,866,1412,880)
directory-entry: — Jos., Schneid., Banstr. 82, H. 1, ✉ 25 xyxy=(1185,216,1414,231)
directory-entry: Petzow, E., Klempner, Stuvkamp 13a, H. 4 xyxy=(851,1760,1097,1775)
directory-entry: — Otto, Kaufm., Sachsenstr. 28, ✉ 15 xyxy=(851,918,1070,933)
directory-entry: Petukat, W., Schmied, Billh. Röhrendamm 167, H. 4, ✉ 27 xyxy=(851,170,1157,200)
directory-entry: Petry siehe auch Petri xyxy=(183,1620,312,1635)
directory-entry: — Wilh., Rehmstr. 11, ✉ 39 xyxy=(183,466,342,481)
directory-entry: — Frl. Marie u. Minna, Treseckowstr. 5 xyxy=(517,1162,747,1177)
directory-entry: — Herm., Schiffs- u. Kesselreinigung, Lorenzstr. 30, ✉ 15 xyxy=(517,1068,834,1099)
advertisement-line: Siehe Abschn. III unter: xyxy=(1275,1547,1415,1562)
directory-entry: — Paul, Lehrer, Neuberstr. 18, ✉ 24 xyxy=(851,1464,1061,1479)
directory-entry: — Jacob, Dreher, Hammerdeich 141, H. 1 xyxy=(183,310,426,325)
directory-entry: — J., Obermonteur, Starstr. 27, ✉ 33 xyxy=(851,1261,1063,1276)
directory-entry: — G., Eisenb.-Sekr., Thüringerstr. 77 xyxy=(517,1739,732,1754)
directory-entry: — H., Stukkateur, Knauerstr. 25, ✉ 20 xyxy=(517,1770,739,1785)
advertisement-line: BCto: Vereinsb., Hafen-Abt. u. xyxy=(587,450,764,465)
directory-entry: — Wwe. K., Gärtnerstr. 86, ✉ 30 xyxy=(851,606,1040,621)
directory-entry: Pewe, Gust., Zugwachtmstr., Sandkrug 10 xyxy=(1185,1131,1432,1146)
directory-entry: — M., Goldschmied, Holsteinischerkamp 21, H. 3, ✉ 22 xyxy=(851,1308,1157,1338)
directory-entry: — Wwe. Martha, Eilbeckerweg 177, ✉ 23 xyxy=(517,1177,759,1192)
directory-entry: — M., Schmied, Kibitzstr. 15, ✉ 23 xyxy=(517,585,719,600)
directory-entry: — Max, Brothdlg., Alsterdorferstr. 77 xyxy=(851,622,1070,637)
directory-entry: St. Petrikirche, an der Bergstr., Bureau d. Kirchenbuchführers Kreuslerstr. 6, Vu El 4586, Sprechst: 11–4 Uhr, Vors. der Beede Jens Jacobsen. Näh. Abschn. V, s. Inhaltsverzeichnis xyxy=(183,762,493,824)
previous-page-strip xyxy=(0,20,118,2170)
directory-entry: — Otto, Tischler, Theresienstieg 2, ✉ 21 xyxy=(851,1386,1086,1401)
directory-entry: — F., Heizer, Prätoriusweg 18, ✉ 37 xyxy=(1185,1825,1395,1840)
directory-entry: — Rich., Versich.-Inspektor, Brennerstr. 55 xyxy=(851,1495,1101,1510)
directory-entry: — Gust., Lagermstr., Georgswärderdamm o. Nr., ✉ 28 xyxy=(183,544,498,559)
directory-entry: — Frl. E., Fichtestr. 39, ✉ 23 xyxy=(851,1105,1020,1120)
advertisement-title: Alfred Peukert xyxy=(1262,312,1427,337)
directory-entry: — E., Schlossermstr., Vu No 8182, Bachstrasse 37, ✉ 22 xyxy=(517,1567,827,1598)
directory-entry: — Johs., Schneider, Hufnerstr. 107, ✉ 33 xyxy=(517,294,755,309)
directory-entry: Petters, Frau A., Lindenallee 82, ✉ 19 xyxy=(517,1552,739,1567)
directory-entry: — W., Arbtr., Marienthalerstr. 3, H. 2 xyxy=(1185,959,1401,974)
column-3 xyxy=(852,170,1176,2130)
directory-entry: Petzhold, E., Nieter, Erichstr. 9, ✉ 4 xyxy=(851,591,1061,606)
directory-entry: — E., Dr. phil., Lektor, Wielandstr. 23, ✉ 23 xyxy=(851,372,1104,387)
directory-entry: — Eug., Elektr., Brauerknechtgraben 21 xyxy=(851,684,1087,699)
directory-entry: Pett Wwe. A., Fruchtallee 68, H. 7, ✉ 19 xyxy=(517,1349,752,1364)
directory-entry: — Gust., Händler, Fichtestr. 39, ✉ 23 xyxy=(851,1152,1068,1167)
directory-entry: — R., Milchhdlg., Peutestr. 13, ✉ 28 xyxy=(183,450,393,465)
